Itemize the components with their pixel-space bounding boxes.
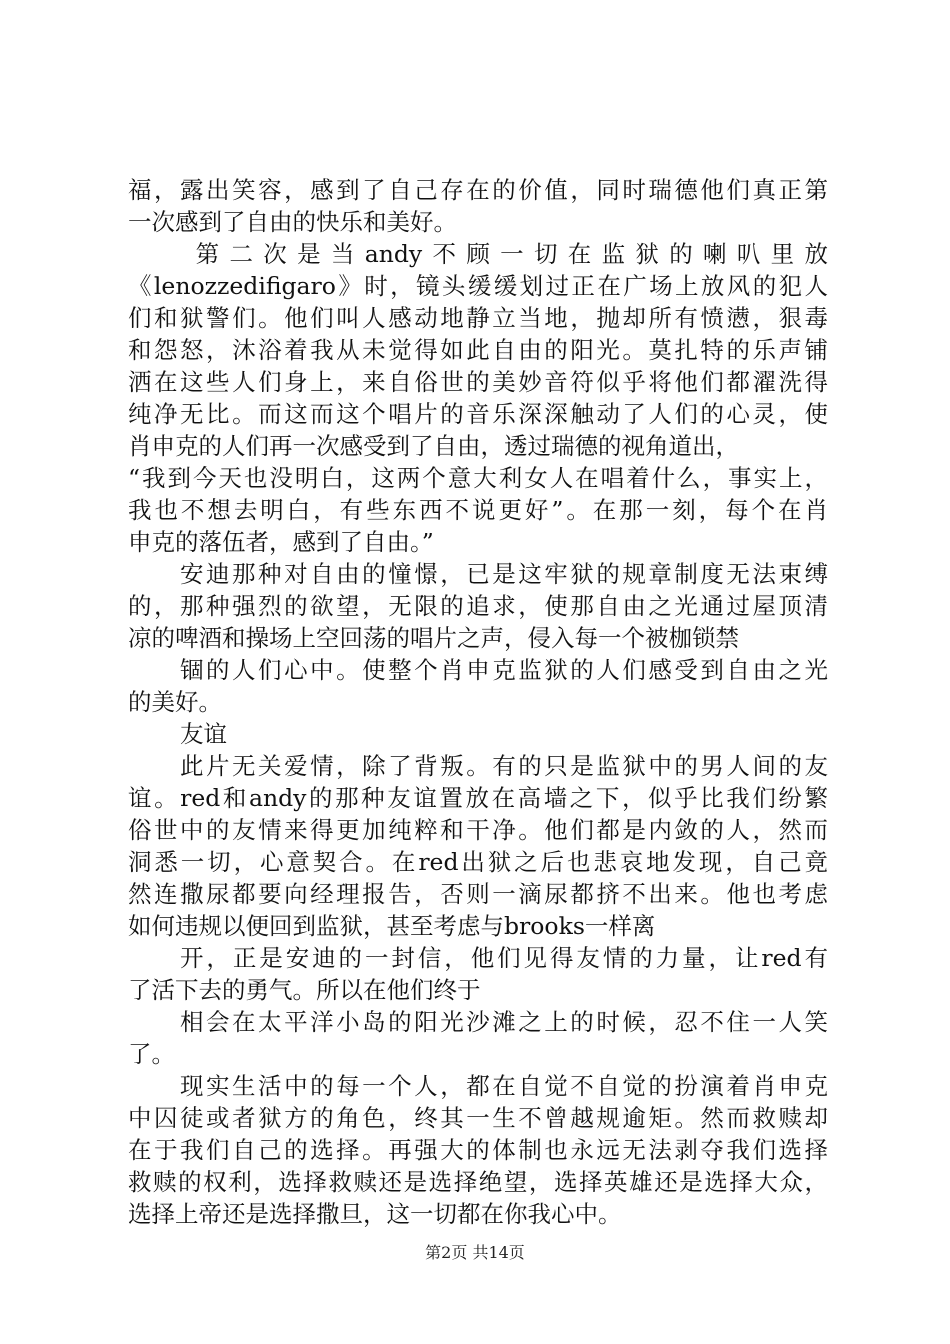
text-line: 现实生活中的每一个人，都在自觉不自觉的扮演着肖申克 bbox=[180, 1072, 828, 1100]
text-line: 的美好。 bbox=[128, 688, 222, 716]
text-line: “我到今天也没明白，这两个意大利女人在唱着什么，事实上， bbox=[128, 464, 828, 492]
text-line: 锢的人们心中。使整个肖申克监狱的人们感受到自由之光 bbox=[180, 656, 828, 684]
text-line: 的，那种强烈的欲望，无限的追求，使那自由之光通过屋顶清 bbox=[128, 592, 828, 620]
text-line: 中囚徒或者狱方的角色，终其一生不曾越规逾矩。然而救赎却 bbox=[128, 1104, 828, 1132]
text-line: 纯净无比。而这而这个唱片的音乐深深触动了人们的心灵，使 bbox=[128, 400, 828, 428]
text-line: 我也不想去明白，有些东西不说更好”。在那一刻，每个在肖 bbox=[128, 496, 828, 524]
text-line: 了。 bbox=[128, 1040, 175, 1068]
text-line: 第二次是当andy不顾一切在监狱的喇叭里放 bbox=[128, 240, 828, 268]
text-line: 申克的落伍者，感到了自由。” bbox=[128, 528, 434, 556]
text-line: 和怨怒，沐浴着我从未觉得如此自由的阳光。莫扎特的乐声铺 bbox=[128, 336, 828, 364]
text-line: 如何违规以便回到监狱，甚至考虑与brooks一样离 bbox=[128, 912, 656, 940]
section-heading: 友谊 bbox=[180, 720, 227, 748]
text-line: 洞悉一切，心意契合。在red出狱之后也悲哀地发现，自己竟 bbox=[128, 848, 828, 876]
text-line: 一次感到了自由的快乐和美好。 bbox=[128, 208, 457, 236]
text-line: 开，正是安迪的一封信，他们见得友情的力量，让red有 bbox=[180, 944, 828, 972]
text-line: 安迪那种对自由的憧憬，已是这牢狱的规章制度无法束缚 bbox=[180, 560, 828, 588]
text-line: 相会在太平洋小岛的阳光沙滩之上的时候，忍不住一人笑 bbox=[180, 1008, 828, 1036]
text-line: 福，露出笑容，感到了自己存在的价值，同时瑞德他们真正第 bbox=[128, 176, 828, 204]
text-line: 谊。red和andy的那种友谊置放在高墙之下，似乎比我们纷繁 bbox=[128, 784, 828, 812]
text-line: 《lenozzedifigaro》时，镜头缓缓划过正在广场上放风的犯人 bbox=[128, 272, 828, 300]
text-line: 了活下去的勇气。所以在他们终于 bbox=[128, 976, 481, 1004]
text-line: 俗世中的友情来得更加纯粹和干净。他们都是内敛的人，然而 bbox=[128, 816, 828, 844]
text-line: 救赎的权利，选择救赎还是选择绝望，选择英雄还是选择大众， bbox=[128, 1168, 828, 1196]
text-line: 肖申克的人们再一次感受到了自由，透过瑞德的视角道出， bbox=[128, 432, 739, 460]
page-footer: 第2页 共14页 bbox=[425, 1243, 525, 1262]
text-line: 在于我们自己的选择。再强大的体制也永远无法剥夺我们选择 bbox=[128, 1136, 828, 1164]
text-line: 选择上帝还是选择撒旦，这一切都在你我心中。 bbox=[128, 1200, 622, 1228]
text-line: 洒在这些人们身上，来自俗世的美妙音符似乎将他们都濯洗得 bbox=[128, 368, 828, 396]
text-line: 们和狱警们。他们叫人感动地静立当地，抛却所有愤懑，狠毒 bbox=[128, 304, 828, 332]
text-line: 凉的啤酒和操场上空回荡的唱片之声，侵入每一个被枷锁禁 bbox=[128, 624, 739, 652]
text-line: 此片无关爱情，除了背叛。有的只是监狱中的男人间的友 bbox=[180, 752, 828, 780]
text-line: 然连撒尿都要向经理报告，否则一滴尿都挤不出来。他也考虑 bbox=[128, 880, 828, 908]
